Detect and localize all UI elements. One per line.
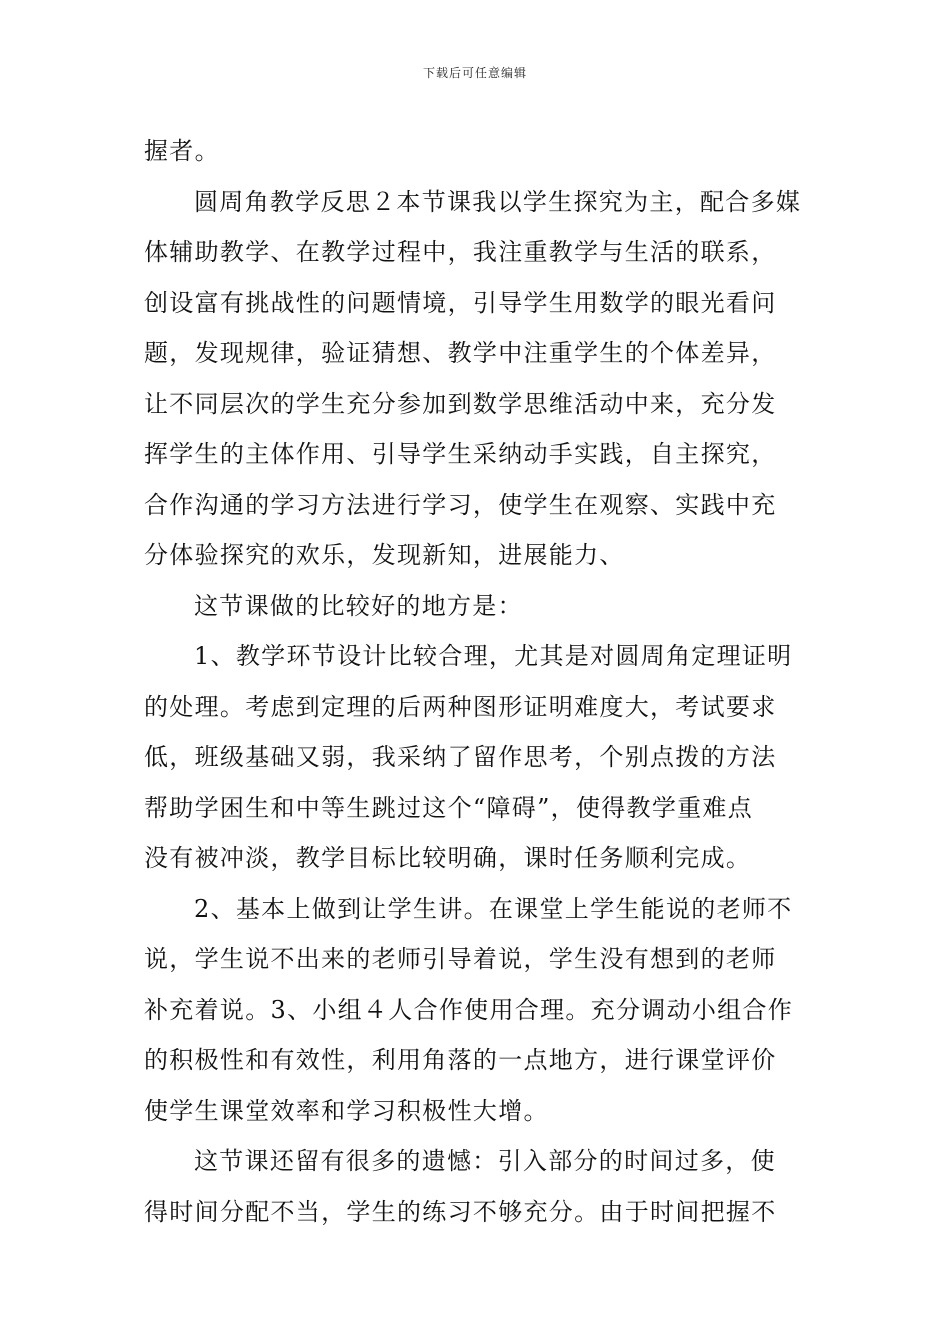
text-line: 的积极性和有效性，利用角落的一点地方，进行课堂评价 <box>144 1046 777 1074</box>
text-line: 创设富有挑战性的问题情境，引导学生用数学的眼光看问 <box>144 288 777 317</box>
text-line: 帮助学困生和中等生跳过这个“障碍”，使得教学重难点 <box>144 793 754 822</box>
text-line: 说，学生说不出来的老师引导着说，学生没有想到的老师 <box>144 945 777 973</box>
text-line: 合作沟通的学习方法进行学习，使学生在观察、实践中充 <box>144 490 777 519</box>
text-line: 分体验探究的欢乐，发现新知，进展能力、 <box>144 541 625 569</box>
text-line: 握者。 <box>144 137 220 165</box>
text-line: 得时间分配不当，学生的练习不够充分。由于时间把握不 <box>144 1197 777 1226</box>
page-header: 下载后可任意编辑 <box>422 66 527 80</box>
text-line: 的处理。考虑到定理的后两种图形证明难度大，考试要求 <box>144 692 777 721</box>
document-body <box>144 126 806 1237</box>
text-line: 挥学生的主体作用、引导学生采纳动手实践，自主探究， <box>144 440 777 468</box>
text-line: 1、教学环节设计比较合理，尤其是对圆周角定理证明 <box>194 642 793 670</box>
text-line: 没有被冲淡，教学目标比较明确，课时任务顺利完成。 <box>144 844 752 872</box>
text-line: 2、基本上做到让学生讲。在课堂上学生能说的老师不 <box>194 894 793 923</box>
text-line: 低，班级基础又弱，我采纳了留作思考，个别点拨的方法 <box>144 743 777 771</box>
text-line: 让不同层次的学生充分参加到数学思维活动中来，充分发 <box>144 389 777 418</box>
text-line: 使学生课堂效率和学习积极性大增。 <box>144 1096 549 1125</box>
text-line: 体辅助教学、在教学过程中，我注重教学与生活的联系， <box>144 238 777 266</box>
text-line: 这节课还留有很多的遗憾：引入部分的时间过多，使 <box>194 1147 776 1175</box>
text-line: 题，发现规律，验证猜想、教学中注重学生的个体差异， <box>144 339 777 367</box>
text-line: 补充着说。3、小组４人合作使用合理。充分调动小组合作 <box>144 995 794 1024</box>
text-line: 这节课做的比较好的地方是： <box>194 591 523 620</box>
text-line: 圆周角教学反思２本节课我以学生探究为主，配合多媒 <box>194 187 802 216</box>
